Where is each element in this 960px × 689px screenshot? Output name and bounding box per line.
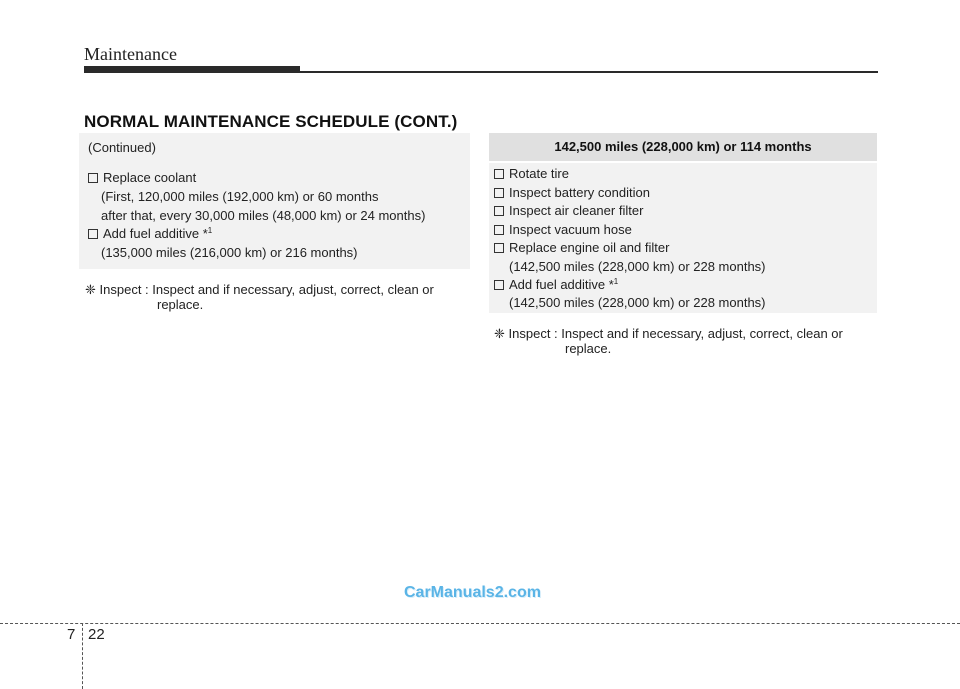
- checkbox-icon: [494, 169, 504, 179]
- list-item: [494, 166, 569, 181]
- item-label: Inspect air cleaner filter: [509, 203, 644, 218]
- header-title: Maintenance: [84, 44, 177, 64]
- checkbox-icon: [494, 280, 504, 290]
- note-symbol-icon: ❈: [85, 282, 96, 297]
- chapter-number: 7: [67, 626, 76, 643]
- footnote-marker: 1: [613, 277, 619, 286]
- list-item: [494, 203, 643, 218]
- page-number-divider: [82, 623, 83, 689]
- note-text-continued: replace.: [157, 297, 204, 312]
- item-label: Add fuel additive *: [509, 277, 614, 292]
- section-title: NORMAL MAINTENANCE SCHEDULE (CONT.): [84, 112, 458, 131]
- note-text-continued: replace.: [565, 341, 612, 356]
- item-detail: (First, 120,000 miles (192,000 km) or 60 months: [101, 189, 379, 204]
- footnote-marker: 1: [207, 226, 213, 235]
- note-symbol-icon: ❈: [494, 326, 505, 341]
- item-label: Replace coolant: [103, 170, 197, 185]
- item-detail: (135,000 miles (216,000 km) or 216 months): [101, 245, 358, 260]
- footer-divider: [0, 623, 960, 624]
- note-term: Inspect :: [508, 326, 558, 341]
- page-number: 22: [88, 626, 105, 643]
- list-item: [494, 277, 618, 292]
- item-label: Replace engine oil and filter: [509, 240, 670, 255]
- checkbox-icon: [494, 243, 504, 253]
- checkbox-icon: [494, 225, 504, 235]
- list-item: [494, 240, 669, 255]
- item-detail: after that, every 30,000 miles (48,000 km) or 24 months): [101, 208, 426, 223]
- note-text: Inspect and if necessary, adjust, correct, clean or: [152, 282, 434, 297]
- watermark-logo: CarManuals2.com: [404, 584, 541, 601]
- right-schedule-heading: 142,500 miles (228,000 km) or 114 months: [554, 139, 812, 154]
- header-rule-thin: [84, 71, 878, 73]
- item-detail: (142,500 miles (228,000 km) or 228 months): [509, 295, 766, 310]
- list-item: [88, 170, 196, 185]
- item-label: Inspect battery condition: [509, 185, 650, 200]
- checkbox-icon: [494, 188, 504, 198]
- item-detail: (142,500 miles (228,000 km) or 228 months): [509, 259, 766, 274]
- checkbox-icon: [88, 229, 98, 239]
- checkbox-icon: [494, 206, 504, 216]
- note-term: Inspect :: [99, 282, 149, 297]
- item-label: Add fuel additive *: [103, 226, 208, 241]
- continued-label: (Continued): [88, 140, 156, 155]
- inspect-note: [494, 326, 843, 342]
- list-item: [494, 185, 650, 200]
- list-item: [88, 226, 212, 241]
- note-text: Inspect and if necessary, adjust, correct, clean or: [561, 326, 843, 341]
- item-label: Rotate tire: [509, 166, 569, 181]
- inspect-note: [85, 282, 434, 298]
- checkbox-icon: [88, 173, 98, 183]
- list-item: [494, 222, 632, 237]
- item-label: Inspect vacuum hose: [509, 222, 632, 237]
